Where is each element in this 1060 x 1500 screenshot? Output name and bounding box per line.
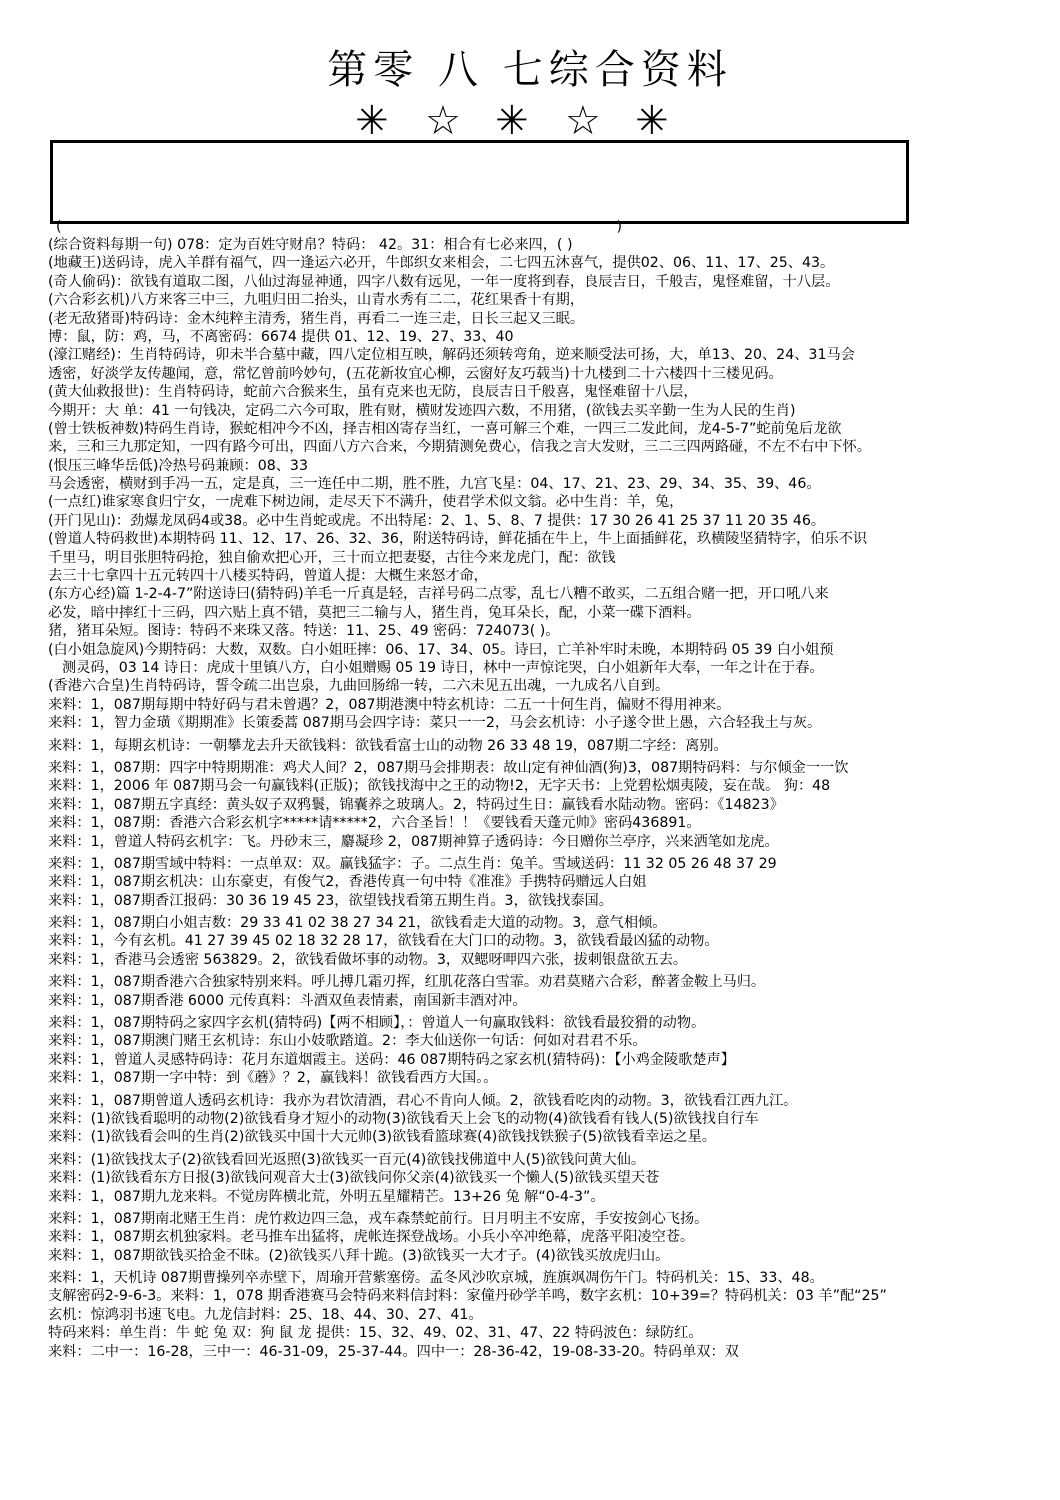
text-line: 透密，好淡学友传趣闻，意，常忆曾前吟妙句，(五花新妆宜心柳，云窗好友巧载当)十九楼到二十六楼四十三楼见码。 xyxy=(48,365,783,382)
text-line: 来料：(1)欲钱看东方日报(3)欲钱问观音大士(3)欲钱问你父亲(4)欲钱买一个懒人(5)欲钱买望天苍 xyxy=(48,1170,660,1187)
paren-open: ( xyxy=(56,219,62,235)
text-line: 博：鼠，防：鸡，马，不离密码：6674 提供 01、12、19、27、33、40 xyxy=(48,328,514,345)
text-line: 来料：1，087期：四字中特期期准：鸡犬人间？2，087期马会排期表：故山定有神仙酒(狗)3，087期特码料：与尔倾金一一饮 xyxy=(48,759,849,776)
text-line: 来料：二中一：16-28，三中一：46-31-09，25-37-44。四中一：28-36-42，19-08-33-20。特码单双：双 xyxy=(48,1343,739,1360)
text-line: 来料：1，今有玄机。41 27 39 45 02 18 32 28 17，欲钱看在大门口的动物。3，欲钱看最凶猛的动物。 xyxy=(48,933,719,950)
text-line: (老无敌猪哥)特码诗：金木纯粹主清秀，猪生肖，再看二一连三走，日长三起又三眠。 xyxy=(48,310,585,327)
text-line: (曾士铁板神数)特码生肖诗，猴蛇相冲今不凶，择吉相凶寄存当红，一喜可解三个难，一四三二发此间，龙4-5-7”蛇前兔后龙欲 xyxy=(48,420,842,437)
text-line: 来料：1，087期玄机决：山东豪吏，有俊气2，香港传真一句中特《准准》手携特码赠远人白姐 xyxy=(48,874,647,891)
text-line: (濠江赌经)：生肖特码诗，卯未半合墓中藏，四八定位相互映，解码还须转弯角，逆来顺受法可扬，大，单13、20、24、31马会 xyxy=(48,347,855,364)
text-line: 来料：1，087期白小姐吉数：29 33 41 02 38 27 34 21，欲钱看走大道的动物。3，意气相倾。 xyxy=(48,915,667,932)
text-line: 去三十七拿四十五元转四十八楼买特码，曾道人提：大概生来怒才命， xyxy=(48,568,488,585)
blank-box xyxy=(50,140,909,224)
text-line: 来料：(1)欲钱看会叫的生肖(2)欲钱买中国十大元帅(3)欲钱看篮球赛(4)欲钱找铁猴子(5)欲钱看幸运之星。 xyxy=(48,1129,716,1146)
text-line: 来料：1，087期欲钱买拾金不昧。(2)欲钱买八拜十跪。(3)欲钱买一大才子。(4)欲钱买放虎归山。 xyxy=(48,1247,670,1264)
text-line: 来料：1，087期澳门赌王玄机诗：东山小妓歌踏道。2：李大仙送你一句话：何如对君君不乐。 xyxy=(48,1033,647,1050)
content-block xyxy=(48,236,1023,1361)
text-line: 来，三和三九那定知，一四有路今可出，四面八方六合来，今期猜测免费心，信我之言大发财，三二三四两路碰，不左不右中下怀。 xyxy=(48,439,871,456)
text-line: 来料：1，087期香港 6000 元传真料：斗酒双鱼表情素，南国新丰酒对冲。 xyxy=(48,992,527,1009)
text-line: 马会透密，横财到手冯一五，定是真，三一连任中二期，胜不胜，九宫飞星：04、17、21、23、29、34、35、39、46。 xyxy=(48,476,821,493)
text-line: 来料：1，087期南北赌王生肖：虎竹救边四三急，戎车森禁蛇前行。日月明主不安席，手安按剑心飞扬。 xyxy=(48,1210,709,1227)
text-line: 来料：(1)欲钱找太子(2)欲钱看回光返照(3)欲钱买一百元(4)欲钱找佛道中人(5)欲钱问黄大仙。 xyxy=(48,1151,646,1168)
text-line: 特码来料：单生肖：牛 蛇 兔 双：狗 鼠 龙 提供：15、32、49、02、31、47、22 特码波色：绿防红。 xyxy=(48,1325,703,1342)
text-line: 来料：1，天机诗 087期曹操列卒赤壁下，周瑜开营紫塞傍。孟冬风沙吹京城，旌旗飒凋伤午门。特码机关：15、33、48。 xyxy=(48,1270,824,1287)
text-line: 来料：1，087期五字真经：黄头奴子双鸦鬟，锦囊养之玻璃人。2，特码过生日：赢钱看水陆动物。密码：《14823》 xyxy=(48,796,784,813)
text-line: 必发，暗中摔红十三码，四六贴上真不错，莫把三二输与人，猪生肖，兔耳朵长，配，小菜一碟下酒料。 xyxy=(48,604,701,621)
text-line: 来料：1，087期玄机独家料。老马推车出猛将，虎帐连探登战场。小兵小卒冲绝幕，虎落平阳凌空苍。 xyxy=(48,1229,695,1246)
text-line: 来料：1，087期九龙来料。不觉房阵横北荒，外明五星耀精芒。13+26 兔 解“0-4-3”。 xyxy=(48,1188,605,1205)
text-line: 千里马，明目张胆特码抢，独自偷欢把心开，三十而立把妻娶，古往今来龙虎门，配：欲钱 xyxy=(48,549,616,566)
paren-close: ) xyxy=(616,219,622,235)
text-line: 今期开：大 单：41 一句钱决，定码二六今可取，胜有财，横财发迹四六数，不用猪，(欲钱去买辛勤一生为人民的生肖) xyxy=(48,402,796,419)
asterisk-icon: ✳ xyxy=(355,98,429,144)
text-line: 支解密码2-9-6-3。来料：1，078 期香港赛马会特码来料信封料：家僮丹砂学羊鸣，数字玄机：10+39=？特码机关：03 羊”配“25” xyxy=(48,1288,887,1305)
asterisk-icon: ✳ xyxy=(495,98,569,144)
text-line: (六合彩玄机)八方来客三中三，九咀归田二抬头，山青水秀有二二，花红果香十有期， xyxy=(48,292,585,309)
text-line: 来料：(1)欲钱看聪明的动物(2)欲钱看身才短小的动物(3)欲钱看天上会飞的动物(4)欲钱看有钱人(5)欲钱找自行车 xyxy=(48,1110,759,1127)
star-row xyxy=(0,96,1060,146)
text-line: (恨压三峰华岳低)冷热号码兼顾：08、33 xyxy=(48,457,308,474)
text-line: 来料：1，087期一字中特：到《蘑》？2，赢钱料！欲钱看西方大国。。 xyxy=(48,1070,498,1087)
asterisk-icon: ✳ xyxy=(635,98,709,144)
text-line: (地藏王)送码诗，虎入羊群有福气，四一逢运六必开，牛郎织女来相会，二七四五沐喜气，提供02、06、11、17、25、43。 xyxy=(48,255,835,272)
text-line: 来料：1，每期玄机诗：一朝攀龙去升天欲钱料：欲钱看富士山的动物 26 33 48 19，087期二字经：离别。 xyxy=(48,737,728,754)
star-icon: ☆ xyxy=(565,98,641,144)
text-line: 来料：1，087期特码之家四字玄机(猜特码)【两不相顾】，：曾道人一句赢取钱料：欲钱看最狡猾的动物。 xyxy=(48,1015,706,1032)
text-line: 来料：1，087期香江报码：30 36 19 45 23，欲望钱找看第五期生肖。3，欲钱找泰国。 xyxy=(48,892,613,909)
text-line: 来料：1，087期：香港六合彩玄机字*****请*****2，六合圣旨！！《要钱看天蓬元帅》密码436891。 xyxy=(48,815,701,832)
text-line: (奇人偷码)：欲钱有道取二图，八仙过海显神通，四字八数有远见，一年一度将到春，良辰吉日，千般吉，鬼怪难留，十八层。 xyxy=(48,273,840,290)
star-icon: ☆ xyxy=(425,98,501,144)
text-line: 来料：1，智力金璜《期期准》长策委蒿 087期马会四字诗：菜只一一2，马会玄机诗：小子遂令世上愚，六合轻我土与灰。 xyxy=(48,715,822,732)
text-line: 来料：1，087期雪域中特料：一点单双：双。赢钱猛字：子。二点生肖：兔羊。雪域送码：11 32 05 26 48 37 29 xyxy=(48,855,777,872)
text-line: 来料：1，香港马会透密 563829。2，欲钱看做坏事的动物。3，双鳃呀呷四六张，拔刺银盘欲五去。 xyxy=(48,951,688,968)
text-line: (白小姐急旋风)今期特码：大数，双数。白小姐旺摔：06、17、34、05。诗曰，亡羊补牢时未晚，本期特码 05 39 白小姐预 xyxy=(48,641,834,658)
text-line: (一点红)谁家寒食归宁女，一虎难下树边闹，走尽天下不满升，使君学术似文翁。必中生肖：羊，兔， xyxy=(48,494,684,511)
text-line: 来料：1，曾道人灵感特码诗：花月东道烟霞主。送码：46 087期特码之家玄机(猜特码)：【小鸡金陵歌楚声】 xyxy=(48,1051,735,1068)
page-title: 第零 八 七综合资料 xyxy=(327,47,733,93)
text-line: (东方心经)篇 1-2-4-7”附送诗曰(猜特码)羊毛一斤真是轻，吉祥号码二点零，乱七八糟不敢买，二五组合赌一把，开口吼八来 xyxy=(48,586,829,603)
text-line: (开门见山)：劲爆龙凤码4或38。必中生肖蛇或虎。不出特尾：2、1、5、8、7 提供：17 30 26 41 25 37 11 20 35 46。 xyxy=(48,512,826,529)
text-line: 玄机：惊鸿羽书速飞电。九龙信封料：25、18、44、30、27、41。 xyxy=(48,1306,483,1323)
text-line: 测灵码，03 14 诗日：虎成十里镇八方，白小姐赠赐 05 19 诗日，林中一声惊诧哭，白小姐新年大奉，一年之计在于春。 xyxy=(62,659,824,676)
text-line: 来料：1，087期曾道人透码玄机诗：我亦为君饮清酒，君心不肯向人倾。2，欲钱看吃肉的动物。3，欲钱看江西九江。 xyxy=(48,1092,798,1109)
text-line: (曾道人特码救世)本期特码 11、12、17、26、32、36，附送特码诗，鲜花插在牛上，牛上面插鲜花，玖横陵坚猜特字，伯乐不识 xyxy=(48,531,868,548)
text-line: (综合资料每期一句) 078：定为百姓守财帛？特码： 42。31：相合有七必来四，( ) xyxy=(48,237,573,253)
text-line: (黄大仙救报世)：生肖特码诗，蛇前六合猴来生，虽有克来也无防，良辰吉日千般喜，鬼怪难留十八层， xyxy=(48,384,698,401)
text-line: 来料：1，087期每期中特好码与君未曾遇？2，087期港澳中特玄机诗：二五一十何生肖，偏财不得用神来。 xyxy=(48,696,731,713)
text-line: 来料：1，曾道人特码玄机字：飞。丹砂末三，麝凝珍 2，087期神算子透码诗：今日赠你兰亭序，兴来洒笔如龙虎。 xyxy=(48,833,779,850)
empty-parentheses xyxy=(52,218,622,236)
text-line: 猪，猪耳朵短。图诗：特码不来珠又落。特送：11、25、49 密码：724073( )。 xyxy=(48,623,560,640)
text-line: 来料：1，2006 年 087期马会一句赢钱料(正版)；欲钱找海中之王的动物!2，无字天书：上党碧松烟夷陵，妄在哉。 狗：48 xyxy=(48,778,831,795)
text-line: 来料：1，087期香港六合独家特别来料。呼儿搏几霜刃挥，红肌花落白雪霏。劝君莫赌六合彩，醉著金鞍上马归。 xyxy=(48,974,766,991)
text-line: (香港六合皇)生肖特码诗，誓令疏二出岂泉，九曲回肠绵一转，二六未见五出魂，一九成名八自到。 xyxy=(48,678,670,695)
